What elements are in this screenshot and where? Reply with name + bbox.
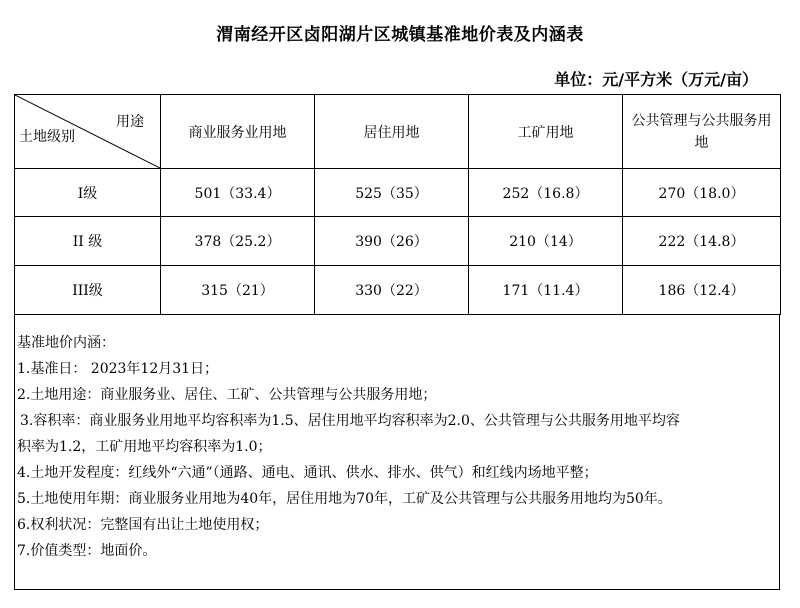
table-row xyxy=(15,266,781,315)
table-row xyxy=(15,169,781,217)
table-cell: 501（33.4） xyxy=(161,169,315,217)
table-row xyxy=(15,217,781,266)
table-cell: 270（18.0） xyxy=(623,169,781,217)
row-level-1: I级 xyxy=(15,169,161,217)
table-cell: 315（21） xyxy=(161,266,315,315)
table-cell: 525（35） xyxy=(315,169,469,217)
note-item: 5.土地使用年期：商业服务业用地为40年，居住用地为70年，工矿及公共管理与公共服务用地均为50年。 xyxy=(17,491,672,507)
column-header-industrial: 工矿用地 xyxy=(469,95,623,169)
note-item: 2.土地用途：商业服务业、居住、工矿、公共管理与公共服务用地； xyxy=(17,387,437,403)
page-title: 渭南经开区卤阳湖片区城镇基准地价表及内涵表 xyxy=(216,25,584,45)
land-price-table xyxy=(14,94,781,315)
notes-heading: 基准地价内涵： xyxy=(17,335,115,351)
corner-use-label: 用途 xyxy=(116,114,144,130)
unit-label: 单位：元/平方米（万元/亩） xyxy=(554,70,758,89)
price-connotation-notes xyxy=(14,314,780,590)
row-level-2: II 级 xyxy=(15,217,161,266)
column-header-residential: 居住用地 xyxy=(315,95,469,169)
note-item: 1.基准日： 2023年12月31日； xyxy=(17,361,219,377)
table-cell: 378（25.2） xyxy=(161,217,315,266)
column-header-commercial: 商业服务业用地 xyxy=(161,95,315,169)
note-item: 积率为1.2，工矿用地平均容积率为1.0； xyxy=(17,439,272,455)
note-item: 4.土地开发程度：红线外“六通”（通路、通电、通讯、供水、排水、供气）和红线内场地平整； xyxy=(17,465,598,481)
note-item: 7.价值类型：地面价。 xyxy=(17,543,157,559)
note-item: 3.容积率：商业服务业用地平均容积率为1.5、居住用地平均容积率为2.0、公共管理与公共服务用地平均容 xyxy=(20,413,680,429)
corner-level-label: 土地级别 xyxy=(19,129,75,145)
table-cell: 171（11.4） xyxy=(469,266,623,315)
table-header-row xyxy=(15,95,781,169)
table-cell: 222（14.8） xyxy=(623,217,781,266)
table-cell: 330（22） xyxy=(315,266,469,315)
table-cell: 252（16.8） xyxy=(469,169,623,217)
table-cell: 390（26） xyxy=(315,217,469,266)
row-level-3: III级 xyxy=(15,266,161,315)
corner-cell xyxy=(15,95,161,169)
table-cell: 186（12.4） xyxy=(623,266,781,315)
column-header-public: 公共管理与公共服务用地 xyxy=(623,95,781,169)
note-item: 6.权利状况：完整国有出让土地使用权； xyxy=(17,517,269,533)
table-cell: 210（14） xyxy=(469,217,623,266)
